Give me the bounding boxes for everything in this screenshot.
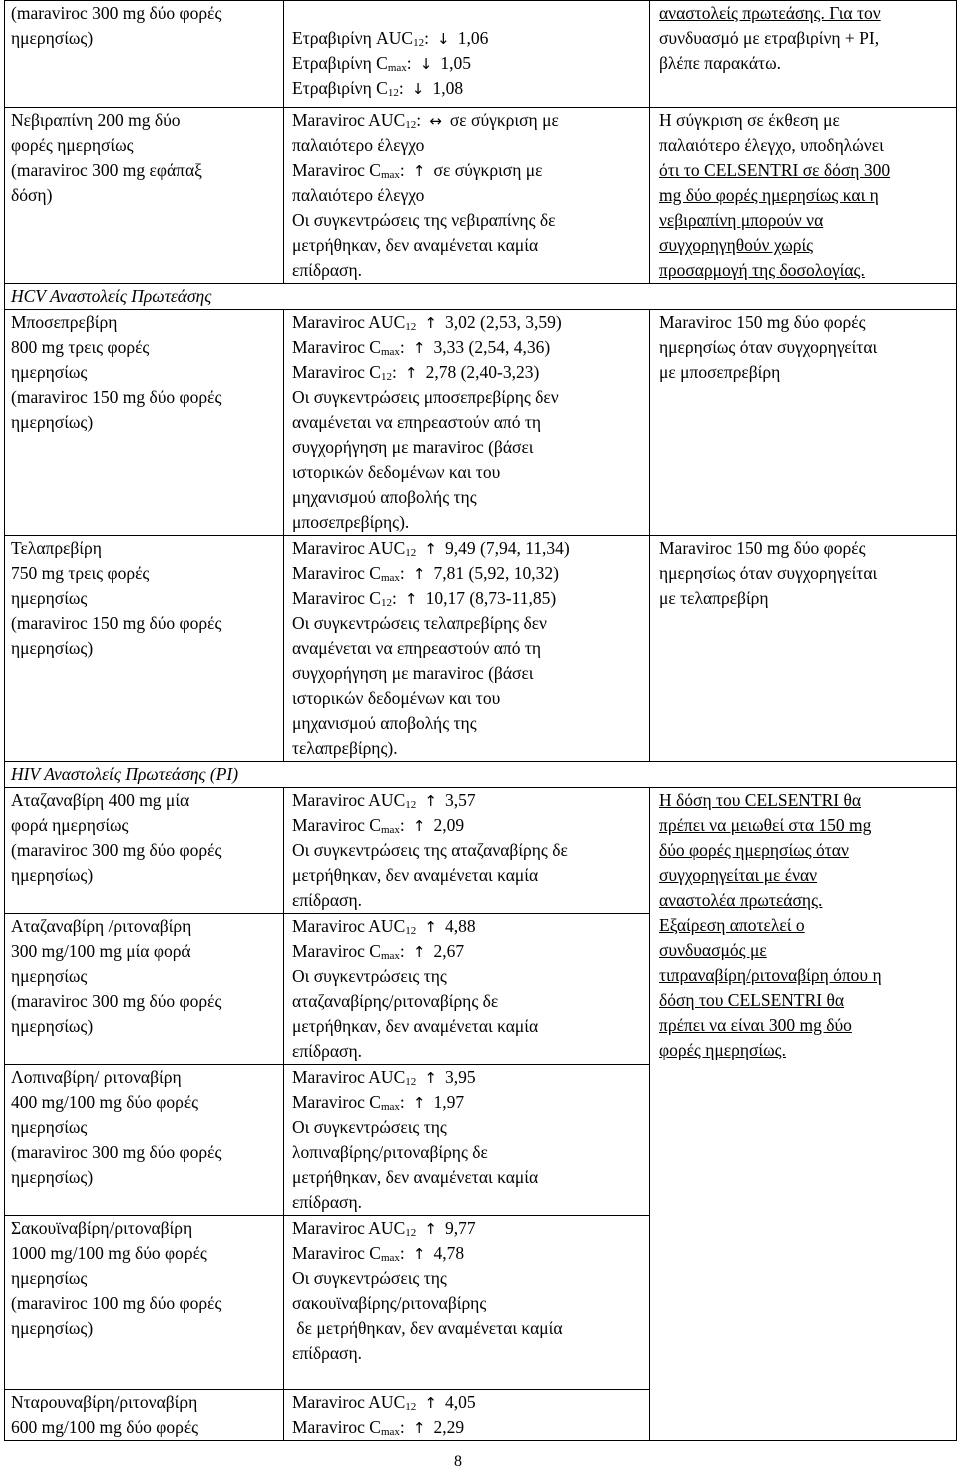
cell-line: μποσεπρεβίρης). <box>292 512 410 532</box>
arrow-down-icon: ↓ <box>419 55 433 73</box>
cell-line: Maraviroc $C_{max}$: ↑ 2,67 <box>292 939 649 964</box>
cell-line: συγχορηγηθούν χωρίς <box>659 235 814 255</box>
interaction-table <box>4 0 957 1441</box>
cell-line: με μποσεπρεβίρη <box>659 362 781 382</box>
arrow-up-icon: ↑ <box>412 1094 426 1112</box>
cell-line: μετρήθηκαν, δεν αναμένεται καμία <box>292 865 539 885</box>
cell-drug <box>5 1065 284 1216</box>
cell-line: μετρήθηκαν, δεν αναμένεται καμία <box>292 1016 539 1036</box>
arrow-up-icon: ↑ <box>412 339 426 357</box>
cell-line: επίδραση. <box>292 1343 362 1363</box>
cell-line: νεβιραπίνη μπορούν να <box>659 210 824 230</box>
cell-line: 300 mg/100 mg μία φορά <box>11 941 191 961</box>
cell-line: (maraviroc 300 mg δύο φορές <box>11 991 222 1011</box>
cell-effect <box>284 788 650 914</box>
cell-line: συνδυασμό με ετραβιρίνη + PI, <box>659 28 880 48</box>
cell-line: Νταρουναβίρη/ριτοναβίρη <box>11 1392 198 1412</box>
cell-line: τελαπρεβίρης). <box>292 738 398 758</box>
cell-line: Maraviroc $AUC_{12}$ ↑ 3,57 <box>292 788 649 813</box>
cell-line: αναστολέα πρωτεάσης. <box>659 890 823 910</box>
arrow-up-icon: ↑ <box>412 1245 426 1263</box>
cell-effect <box>284 310 650 536</box>
cell-line: (maraviroc 300 mg δύο φορές <box>11 840 222 860</box>
cell-line: Maraviroc $AUC_{12}$: ↔ σε σύγκριση με <box>292 108 649 133</box>
cell-line: (maraviroc 300 mg δύο φορές <box>11 1142 222 1162</box>
cell-line: ημερησίως) <box>11 412 94 432</box>
cell-line: ημερησίως <box>11 966 88 986</box>
cell-line: Maraviroc $C_{max}$: ↑ 3,33 (2,54, 4,36) <box>292 335 649 360</box>
arrow-up-icon: ↑ <box>424 918 437 936</box>
cell-line: (maraviroc 150 mg δύο φορές <box>11 613 222 633</box>
cell-line: συνδυασμός με <box>659 940 767 960</box>
cell-line: αναστολείς πρωτεάσης. Για τον <box>659 3 881 23</box>
cell-line: επίδραση. <box>292 260 362 280</box>
cell-drug <box>5 1 284 108</box>
table-row <box>5 1 957 108</box>
page-number: 8 <box>454 1453 462 1470</box>
cell-line: Οι συγκεντρώσεις της <box>292 966 447 986</box>
cell-line: Οι συγκεντρώσεις της νεβιραπίνης δε <box>292 210 556 230</box>
cell-line: αναμένεται να επηρεαστούν από τη <box>292 638 542 658</box>
cell-effect <box>284 1065 650 1216</box>
cell-line <box>292 1 649 26</box>
table-row <box>5 788 957 914</box>
cell-effect <box>284 1 650 108</box>
cell-line: Maraviroc $AUC_{12}$ ↑ 3,95 <box>292 1065 649 1090</box>
cell-recommendation <box>650 788 957 1441</box>
cell-line: Η δόση του CELSENTRI θα <box>659 790 862 810</box>
arrow-up-icon: ↑ <box>412 1419 426 1437</box>
arrow-up-icon: ↑ <box>424 314 437 332</box>
cell-line: παλαιότερο έλεγχο <box>292 135 425 155</box>
arrow-down-icon: ↓ <box>437 30 450 48</box>
table-row <box>5 536 957 762</box>
cell-recommendation <box>650 536 957 762</box>
cell-drug <box>5 914 284 1065</box>
cell-line: 600 mg/100 mg δύο φορές <box>11 1417 199 1437</box>
cell-line: τιπραναβίρη/ριτοναβίρη όπου η <box>659 965 882 985</box>
cell-line: Οι συγκεντρώσεις τελαπρεβίρης δεν <box>292 613 547 633</box>
cell-line: ημερησίως <box>11 362 88 382</box>
arrow-up-icon: ↑ <box>424 1220 437 1238</box>
cell-line: Maraviroc $AUC_{12}$ ↑ 9,77 <box>292 1216 649 1241</box>
cell-line: Τελαπρεβίρη <box>11 538 102 558</box>
arrow-up-icon: ↑ <box>412 162 426 180</box>
cell-line: ιστορικών δεδομένων και του <box>292 462 501 482</box>
arrow-up-icon: ↑ <box>412 565 426 583</box>
cell-line: Maraviroc $AUC_{12}$ ↑ 3,02 (2,53, 3,59) <box>292 310 649 335</box>
cell-line: Λοπιναβίρη/ ριτοναβίρη <box>11 1067 182 1087</box>
cell-line: Maraviroc $C_{12}$: ↑ 10,17 (8,73-11,85) <box>292 586 649 611</box>
cell-line: Μποσεπρεβίρη <box>11 312 118 332</box>
arrow-up-icon: ↑ <box>412 817 426 835</box>
section-header: HCV Αναστολείς Πρωτεάσης <box>5 284 957 310</box>
cell-line: συγχορήγηση με maraviroc (βάσει <box>292 437 534 457</box>
cell-line: αναμένεται να επηρεαστούν από τη <box>292 412 542 432</box>
cell-line: Maraviroc 150 mg δύο φορές <box>659 312 866 332</box>
cell-line: Η σύγκριση σε έκθεση με <box>659 110 840 130</box>
cell-line: (maraviroc 100 mg δύο φορές <box>11 1293 222 1313</box>
cell-effect <box>284 1390 650 1441</box>
cell-line: Ετραβιρίνη $C_{12}$: ↓ 1,08 <box>292 76 649 101</box>
cell-line: Maraviroc $C_{max}$: ↑ σε σύγκριση με <box>292 158 649 183</box>
cell-line: Οι συγκεντρώσεις μποσεπρεβίρης δεν <box>292 387 559 407</box>
cell-line: λοπιναβίρης/ριτοναβίρης δε <box>292 1142 488 1162</box>
arrow-up-icon: ↑ <box>424 1069 437 1087</box>
cell-line: Maraviroc $C_{max}$: ↑ 1,97 <box>292 1090 649 1115</box>
cell-line: πρέπει να μειωθεί στα 150 mg <box>659 815 872 835</box>
arrow-up-icon: ↑ <box>404 364 418 382</box>
cell-line: βλέπε παρακάτω. <box>659 53 781 73</box>
cell-line: Εξαίρεση αποτελεί ο <box>659 915 805 935</box>
cell-line: Αταζαναβίρη /ριτοναβίρη <box>11 916 192 936</box>
cell-line: ημερησίως) <box>11 1167 94 1187</box>
cell-line: δόση) <box>11 185 53 205</box>
cell-line: mg δύο φορές ημερησίως και η <box>659 185 879 205</box>
cell-line: μετρήθηκαν, δεν αναμένεται καμία <box>292 1167 539 1187</box>
cell-line: ημερησίως <box>11 588 88 608</box>
cell-line: παλαιότερο έλεγχο, υποδηλώνει <box>659 135 884 155</box>
cell-line: Αταζαναβίρη 400 mg μία <box>11 790 190 810</box>
arrow-up-icon: ↑ <box>404 590 418 608</box>
cell-line: παλαιότερο έλεγχο <box>292 185 425 205</box>
cell-drug <box>5 310 284 536</box>
cell-line: ημερησίως) <box>11 28 94 48</box>
cell-line: Σακουϊναβίρη/ριτοναβίρη <box>11 1218 193 1238</box>
cell-drug <box>5 1216 284 1390</box>
cell-line: δόση του CELSENTRI θα <box>659 990 845 1010</box>
cell-line: Maraviroc $C_{max}$: ↑ 2,29 <box>292 1415 649 1440</box>
cell-drug <box>5 536 284 762</box>
arrow-up-icon: ↑ <box>424 1394 437 1412</box>
section-header: HIV Αναστολείς Πρωτεάσης (PI) <box>5 762 957 788</box>
cell-line: αταζαναβίρης/ριτοναβίρης δε <box>292 991 499 1011</box>
arrow-both-icon: ↔ <box>429 112 442 130</box>
cell-line: επίδραση. <box>292 1041 362 1061</box>
cell-effect <box>284 1216 650 1390</box>
cell-line: ημερησίως όταν συγχορηγείται <box>659 337 878 357</box>
cell-line: Maraviroc 150 mg δύο φορές <box>659 538 866 558</box>
arrow-down-icon: ↓ <box>411 80 425 98</box>
cell-effect <box>284 536 650 762</box>
cell-effect <box>284 108 650 284</box>
cell-line: συγχορηγείται με έναν <box>659 865 818 885</box>
cell-line: ημερησίως) <box>11 1016 94 1036</box>
cell-line: Οι συγκεντρώσεις της <box>292 1117 447 1137</box>
cell-line: Οι συγκεντρώσεις της <box>292 1268 447 1288</box>
cell-line: φορές ημερησίως. <box>659 1040 786 1060</box>
table-row <box>5 310 957 536</box>
cell-line: ημερησίως) <box>11 638 94 658</box>
cell-recommendation <box>650 310 957 536</box>
section-header-row <box>5 284 957 310</box>
cell-line: προσαρμογή της δοσολογίας. <box>659 260 865 280</box>
cell-line: φορές ημερησίως <box>11 135 134 155</box>
cell-recommendation <box>650 108 957 284</box>
cell-line: φορά ημερησίως <box>11 815 129 835</box>
cell-line: Οι συγκεντρώσεις της αταζαναβίρης δε <box>292 840 568 860</box>
cell-line: Ετραβιρίνη $AUC_{12}$: ↓ 1,06 <box>292 26 649 51</box>
cell-line: με τελαπρεβίρη <box>659 588 769 608</box>
cell-line: 750 mg τρεις φορές <box>11 563 150 583</box>
arrow-up-icon: ↑ <box>424 540 437 558</box>
cell-drug <box>5 788 284 914</box>
cell-line: δύο φορές ημερησίως όταν <box>659 840 849 860</box>
cell-line: σακουϊναβίρης/ριτοναβίρης <box>292 1293 487 1313</box>
cell-line: ημερησίως) <box>11 1318 94 1338</box>
cell-line: 1000 mg/100 mg δύο φορές <box>11 1243 207 1263</box>
cell-line: Maraviroc $AUC_{12}$ ↑ 4,05 <box>292 1390 649 1415</box>
cell-drug <box>5 1390 284 1441</box>
cell-line: μηχανισμού αποβολής της <box>292 713 477 733</box>
cell-line: ημερησίως <box>11 1117 88 1137</box>
cell-line: ιστορικών δεδομένων και του <box>292 688 501 708</box>
cell-line: ημερησίως) <box>11 865 94 885</box>
cell-recommendation <box>650 1 957 108</box>
arrow-up-icon: ↑ <box>412 943 426 961</box>
cell-line: πρέπει να είναι 300 mg δύο <box>659 1015 852 1035</box>
section-header-row <box>5 762 957 788</box>
cell-line: Νεβιραπίνη 200 mg δύο <box>11 110 181 130</box>
cell-line: Maraviroc $AUC_{12}$ ↑ 4,88 <box>292 914 649 939</box>
cell-line: επίδραση. <box>292 1192 362 1212</box>
cell-line: (maraviroc 300 mg εφάπαξ <box>11 160 202 180</box>
cell-line: Maraviroc $C_{12}$: ↑ 2,78 (2,40-3,23) <box>292 360 649 385</box>
cell-line: Maraviroc $C_{max}$: ↑ 7,81 (5,92, 10,32) <box>292 561 649 586</box>
cell-line: Ετραβιρίνη $C_{max}$: ↓ 1,05 <box>292 51 649 76</box>
arrow-up-icon: ↑ <box>424 792 437 810</box>
cell-line: (maraviroc 300 mg δύο φορές <box>11 3 222 23</box>
cell-effect <box>284 914 650 1065</box>
cell-line: μετρήθηκαν, δεν αναμένεται καμία <box>292 235 539 255</box>
cell-line: Maraviroc $C_{max}$: ↑ 2,09 <box>292 813 649 838</box>
table-row <box>5 108 957 284</box>
cell-line: ημερησίως <box>11 1268 88 1288</box>
cell-line: επίδραση. <box>292 890 362 910</box>
cell-line: ότι το CELSENTRI σε δόση 300 <box>659 160 891 180</box>
cell-line: (maraviroc 150 mg δύο φορές <box>11 387 222 407</box>
cell-line: μηχανισμού αποβολής της <box>292 487 477 507</box>
cell-line: 400 mg/100 mg δύο φορές <box>11 1092 199 1112</box>
cell-line: Maraviroc $C_{max}$: ↑ 4,78 <box>292 1241 649 1266</box>
cell-line: συγχορήγηση με maraviroc (βάσει <box>292 663 534 683</box>
cell-line: 800 mg τρεις φορές <box>11 337 150 357</box>
cell-line: Maraviroc $AUC_{12}$ ↑ 9,49 (7,94, 11,34) <box>292 536 649 561</box>
cell-line: ημερησίως όταν συγχορηγείται <box>659 563 878 583</box>
cell-drug <box>5 108 284 284</box>
cell-line: δε μετρήθηκαν, δεν αναμένεται καμία <box>292 1318 563 1338</box>
